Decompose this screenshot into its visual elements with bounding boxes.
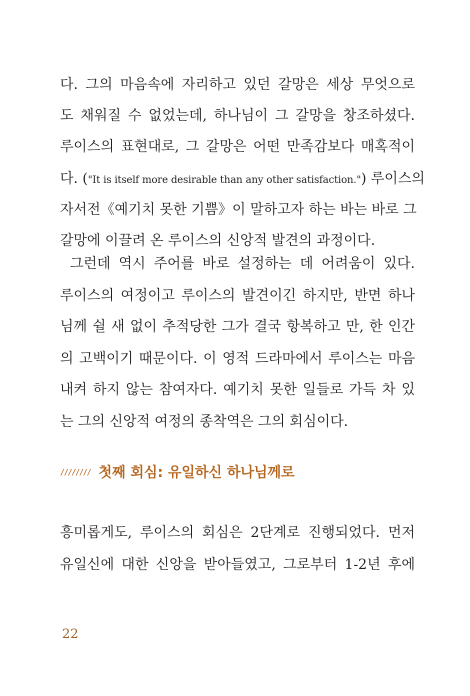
paragraph-1 [60, 75, 425, 262]
text-line: 도 채워질 수 없었는데, 하나님이 그 갈망을 창조하셨다. [60, 108, 415, 125]
text-line: 갈망에 이끌려 온 루이스의 신앙적 발견의 과정이다. [60, 232, 376, 249]
text-line: 다. 그의 마음속에 자리하고 있던 갈망은 세상 무엇으로 [60, 77, 415, 93]
text-line: 유일신에 대한 신앙을 받아들였고, 그로부터 1-2년 후에 [60, 556, 415, 573]
page-number: 22 [62, 627, 79, 642]
text-line: 의 고백이기 때문이다. 이 영적 드라마에서 루이스는 마음 [60, 350, 415, 367]
text-line: 는 그의 신앙적 여정의 종착역은 그의 회심이다. [60, 413, 349, 430]
text-line: 님께 쉴 새 없이 추적당한 그가 결국 항복하고 만, 한 인간 [60, 319, 415, 335]
paragraph-3 [60, 523, 415, 586]
text-fragment: ) 루이스의 [360, 170, 425, 187]
heading-marker: //////// [60, 467, 91, 477]
text-line: 자서전《예기치 못한 기쁨》이 말하고자 하는 바는 바로 그 [60, 201, 417, 218]
text-line: 내켜 하지 않는 참여자다. 예기치 못한 일들로 가득 차 있 [60, 382, 415, 398]
text-line: 루이스의 표현대로, 그 갈망은 어떤 만족감보다 매혹적이 [60, 139, 415, 156]
paragraph-2 [60, 254, 415, 443]
text-line-indented: 그런데 역시 주어를 바로 설정하는 데 어려움이 있다. [70, 256, 415, 272]
text-fragment: 다. ( [60, 170, 88, 187]
text-line: 루이스의 여정이고 루이스의 발견이긴 하지만, 반면 하나 [60, 287, 415, 304]
heading-title: 첫째 회심: 유일하신 하나님께로 [98, 465, 295, 481]
section-heading [60, 462, 295, 482]
text-line-with-quote [60, 169, 425, 189]
english-quote: "It is itself more desirable than any other satisfaction." [87, 174, 361, 186]
text-line: 흥미롭게도, 루이스의 회심은 2단계로 진행되었다. 먼저 [60, 525, 415, 541]
